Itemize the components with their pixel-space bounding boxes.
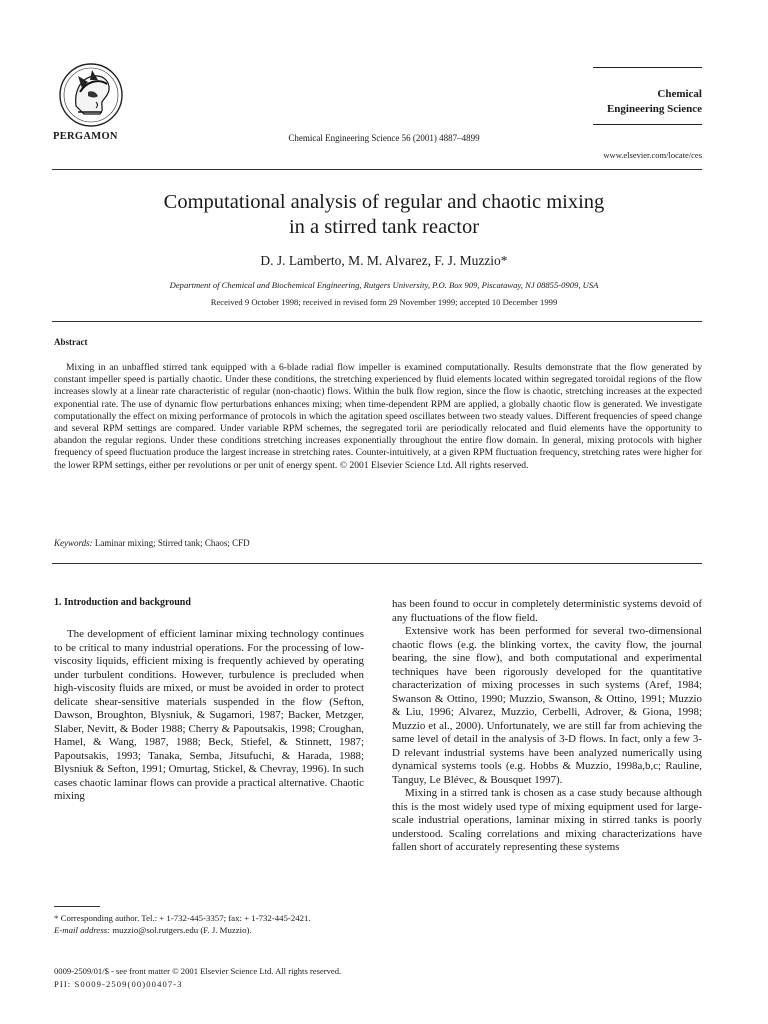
header-divider — [52, 169, 702, 170]
journal-title-line1: Chemical — [657, 88, 702, 100]
keywords-line — [54, 538, 250, 548]
article-title-line1: Computational analysis of regular and chaotic mixing — [163, 191, 605, 213]
left-column-text: The development of efficient laminar mixing technology continues to be critical to many industrial operations. For the processing of low-viscosity liquids, efficient mixing is frequently achieved by operating under turbulent conditions. However, turbulence is precluded when high-viscosity fluids are mixed, or must be avoided in order to protect delicate shear-sensitive materials suspended in the flow (Sefton, Dawson, Broughton, Blysniuk, & Sugamori, 1987; Backer, Metzger, Slaber, Nevitt, & Boder 1988; Cherry & Papoutsakis, 1998; Croughan, Hamel, & Wang, 1987, 1988; Beck, Stiefel, & Stinnett, 1987; Papoutsakis, 1993; Tanaka, Semba, Jitsufuchi, & Harada, 1988; Blysniuk & Sefton, 1991; Omurtag, Stickel, & Chevray, 1996). In such cases chaotic laminar flows can provide a practical alternative. Chaotic mixing — [54, 628, 364, 802]
article-title-line2: in a stirred tank reactor — [288, 216, 480, 238]
keywords-label: Keywords: — [54, 538, 93, 548]
journal-title-bottom-rule — [593, 124, 702, 125]
author-list: D. J. Lamberto, M. M. Alvarez, F. J. Muzzio* — [260, 253, 508, 268]
right-column-paragraph: Mixing in a stirred tank is chosen as a case study because although this is the most widely used type of mixing equipment used for large-scale industrial operations, laminar mixing in stirred tanks is poorly understood. Scaling correlations and mixing characterizations have fallen short of accurately representing these systems — [392, 787, 702, 853]
journal-citation: Chemical Engineering Science 56 (2001) 4887–4899 — [288, 133, 480, 143]
email-line — [54, 924, 369, 936]
corresponding-author-note: * Corresponding author. Tel.: + 1-732-445-3357; fax: + 1-732-445-2421. — [54, 913, 311, 923]
publisher-name: PERGAMON — [53, 131, 118, 142]
journal-title-top-rule — [593, 67, 702, 68]
title-divider — [52, 321, 702, 322]
email-address[interactable]: muzzio@sol.rutgers.edu (F. J. Muzzio). — [112, 925, 252, 935]
right-column — [392, 598, 702, 855]
front-matter-line: 0009-2509/01/$ - see front matter © 2001 Elsevier Science Ltd. All rights reserved. — [54, 966, 342, 976]
article-title — [60, 190, 708, 240]
email-label: E-mail address: — [54, 925, 111, 935]
right-column-paragraph: Extensive work has been performed for several two-dimensional chaotic flows (e.g. the blinking vortex, the cavity flow, the journal bearing, the sine flow), and both computational and experimental techniques have been rigorously developed for the quantitative characterization of mixing processes in such systems (Aref, 1984; Swanson & Ottino, 1990; Muzzio, Swanson, & Ottino, 1991; Muzzio & Liu, 1996; Alvarez, Muzzio, Cerbelli, Adrover, & Giona, 1998; Muzzio et al., 2000). Unfortunately, we are still far from achieving the same level of detail in the analysis of 3-D flows. In fact, only a few 3-D relevant industrial systems have been analyzed numerically using dynamical systems tools (e.g. Hobbs & Muzzio, 1998a,b,c; Rauline, Tanguy, Le Blévec, & Bousquet 1997). — [392, 625, 702, 786]
abstract-text: Mixing in an unbaffled stirred tank equipped with a 6-blade radial flow impeller is examined computationally. Results demonstrate that the flow generated by constant impeller speed is partially chaotic. Under these conditions, the stretching experienced by fluid elements located within segregated toroidal regions of the flow increases slowly at a linear rate characteristic of regular (non-chaotic) flows. Within the bulk flow region, since the flow is chaotic, stretching increases at the expected exponential rate. The use of dynamic flow perturbations enhances mixing; when time-dependent RPM are applied, a globally chaotic flow is generated. We investigate computationally the effect on mixing performance of protocols in which the agitation speed oscillates between two steady values. Different frequencies of speed change and several RPM settings are compared. Under variable RPM schemes, the segregated torii are periodically relocated and fluid elements have the opportunity to abandon the regular regions. Under these conditions stretching increases exponentially throughout the entire flow domain. In general, mixing protocols with higher frequency of speed fluctuation produce the largest increase in stretching rates. Counter-intuitively, at a given RPM fluctuation frequency, stretching rates were higher for the lower RPM settings, either per revolutions or per unit of energy spent. — [54, 362, 702, 471]
journal-url-link[interactable]: www.elsevier.com/locate/ces — [603, 150, 702, 160]
abstract-divider — [52, 563, 702, 564]
footnote — [54, 912, 369, 936]
footnote-rule — [54, 906, 100, 907]
abstract-body — [54, 362, 702, 472]
front-matter-info — [54, 965, 341, 991]
right-column-paragraph: has been found to occur in completely deterministic systems devoid of any fluctuations of the flow field. — [392, 598, 702, 624]
journal-title — [542, 87, 702, 117]
abstract-copyright: © 2001 Elsevier Science Ltd. All rights reserved. — [339, 459, 529, 471]
journal-title-line2: Engineering Science — [606, 103, 702, 115]
author-affiliation: Department of Chemical and Biochemical Engineering, Rutgers University, P.O. Box 909, Piscataway, NJ 08855-0909, USA — [169, 280, 599, 290]
pii-line: PII: S0009-2509(00)00407-3 — [54, 979, 183, 989]
abstract-heading: Abstract — [54, 337, 88, 347]
section-heading: 1. Introduction and background — [54, 597, 191, 608]
pergamon-logo-icon — [58, 62, 124, 128]
received-dates: Received 9 October 1998; received in revised form 29 November 1999; accepted 10 December 1999 — [210, 297, 558, 307]
keywords-list: Laminar mixing; Stirred tank; Chaos; CFD — [94, 538, 250, 548]
